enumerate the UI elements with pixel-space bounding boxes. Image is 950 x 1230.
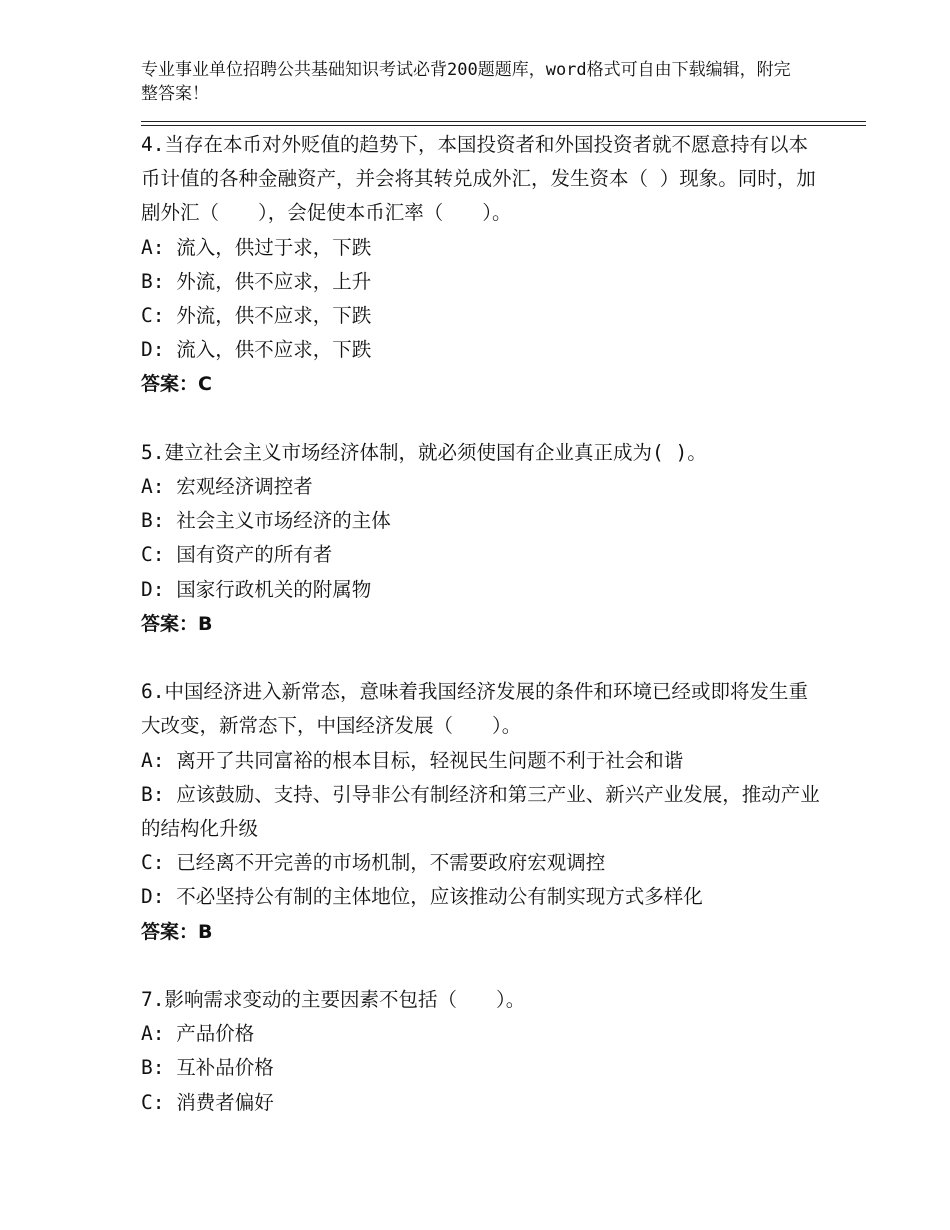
question-stem: 7.影响需求变动的主要因素不包括（ ）。 [141,988,526,1012]
option-b: B: 应该鼓励、支持、引导非公有制经济和第三产业、新兴产业发展，推动产业的结构化升级 [141,782,820,841]
answer-label: 答案：B [141,920,213,943]
question-stem: 5.建立社会主义市场经济体制，就必须使国有企业真正成为( )。 [141,440,707,464]
question-7 [141,983,821,1120]
spacer [141,402,821,436]
spacer [141,949,821,983]
question-stem: 6.中国经济进入新常态，意味着我国经济发展的条件和环境已经或即将发生重大改变，新常态下，中国经济发展（ ）。 [141,680,808,738]
option-c: C: 外流，供不应求，下跌 [141,304,372,328]
question-5 [141,436,821,641]
option-b: B: 外流，供不应求，上升 [141,269,372,293]
option-d: D: 不必坚持公有制的主体地位，应该推动公有制实现方式多样化 [141,885,703,909]
answer-label: 答案：B [141,612,213,635]
option-d: D: 流入，供不应求，下跌 [141,338,372,362]
option-a: A: 流入，供过于求，下跌 [141,235,372,259]
document-header: 专业事业单位招聘公共基础知识考试必背200题题库，word格式可自由下载编辑，附完整答案！ [141,60,791,104]
spacer [141,641,821,675]
header-divider-thin [141,125,866,126]
question-6 [141,675,821,949]
option-a: A: 离开了共同富裕的根本目标，轻视民生问题不利于社会和谐 [141,748,684,772]
question-4 [141,128,821,402]
answer-label: 答案：C [141,373,212,396]
header-divider-thick [141,121,866,122]
option-b: B: 互补品价格 [141,1056,274,1080]
question-list [141,128,821,1120]
option-a: A: 产品价格 [141,1022,255,1046]
option-c: C: 消费者偏好 [141,1090,274,1114]
option-a: A: 宏观经济调控者 [141,475,313,499]
option-c: C: 已经离不开完善的市场机制，不需要政府宏观调控 [141,851,606,875]
option-c: C: 国有资产的所有者 [141,543,333,567]
option-d: D: 国家行政机关的附属物 [141,577,372,601]
question-stem: 4.当存在本币对外贬值的趋势下，本国投资者和外国投资者就不愿意持有以本币计值的各种金融资产，并会将其转兑成外汇，发生资本（ ）现象。同时，加剧外汇（ ），会促使本币汇率（ ）。 [141,133,816,225]
option-b: B: 社会主义市场经济的主体 [141,509,391,533]
